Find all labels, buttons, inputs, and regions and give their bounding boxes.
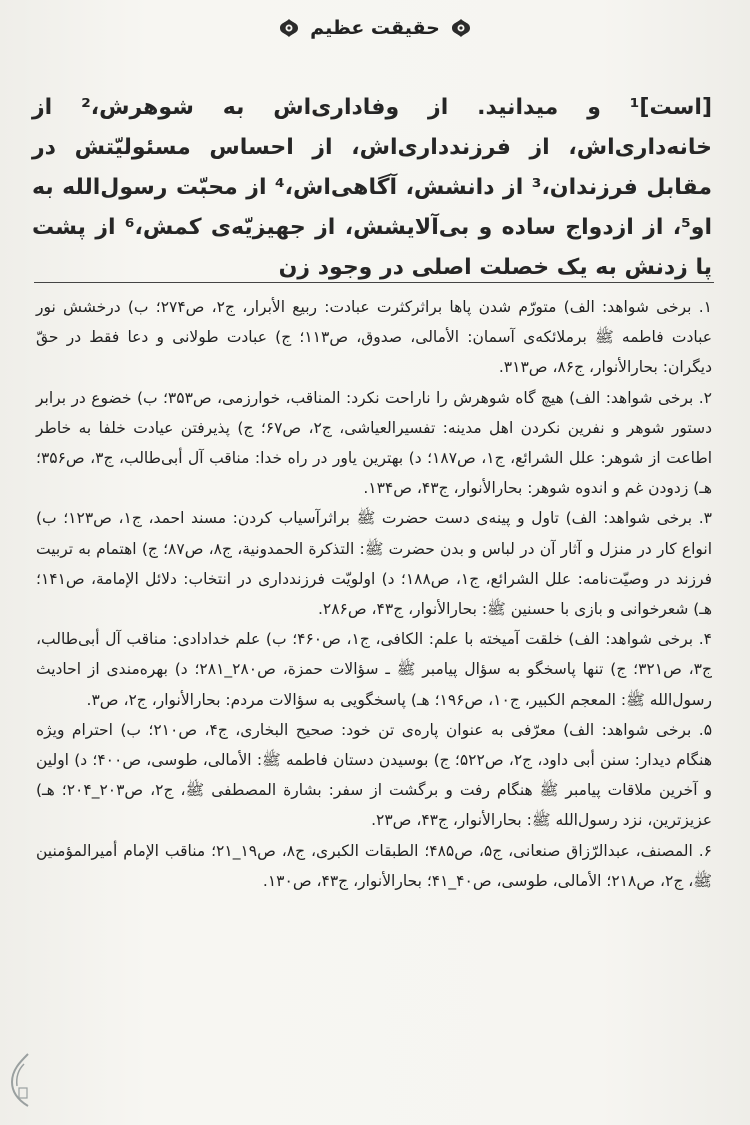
footnote-text: المصنف، عبدالرّزاق صنعانی، ج۵، ص۴۸۵؛ الطبقات الکبری، ج۸، ص۱۹_۲۱؛ مناقب الإمام أمیرالمؤمنین ﷺ، ج۲، ص۲۱۸؛ الأمالی، طوسی، ص۴۰_۴۱؛ بحارالأنوار، ج۴۳، ص۱۳۰. [36, 841, 712, 890]
footnote-number: ۵. [698, 720, 713, 739]
footnote-number: ۶. [698, 841, 712, 860]
footnote-number: ۲. [698, 388, 712, 407]
footnote-item [36, 624, 712, 715]
footnote-item [36, 715, 712, 836]
ornament-icon [278, 17, 300, 39]
body-paragraph: [است]¹ و میدانید. از وفاداری‌اش به شوهرش،² از خانه‌داری‌اش، از فرزندداری‌اش، از احساس مسئولیّتش در مقابل فرزندان،³ از دانشش، آگاهی‌اش،⁴ از محبّت رسول‌الله به او⁵، از ازدواج ساده و بی‌آلایشش، از جهیزیّه‌ی کمش،⁶ از پشت پا زدنش به یک خصلت اصلی در وجود زن [32, 95, 712, 280]
running-header [0, 8, 750, 48]
footnote-number: ۱. [698, 298, 712, 316]
footnotes-section [36, 292, 712, 896]
footnote-item [36, 836, 712, 896]
ornament-icon [450, 17, 472, 39]
watermark-logo-icon [2, 1050, 32, 1110]
footnote-text: برخی شواهد: الف) تاول و پینه‌ی دست حضرت ﷺ براثرآسیاب کردن: مسند احمد، ج۱، ص۱۲۳؛ ب) انواع کار در منزل و آثار آن در لباس و بدن حضرت ﷺ: التذکرة الحمدونیة، ج۸، ص۸۷؛ ج) اهتمام به تربیت فرزند در وصیّت‌نامه: علل الشرائع، ج۱، ص۱۸۸؛ د) اولویّت فرزندداری در انتخاب: دلائل الإمامة، ص۱۴۱؛ هـ) شعرخوانی و بازی با حسنین ﷺ: بحارالأنوار، ج۴۳، ص۲۸۶. [36, 509, 713, 619]
footnote-item [36, 503, 712, 624]
footnote-text: برخی شواهد: الف) خلقت آمیخته با علم: الکافی، ج۱، ص۴۶۰؛ ب) علم خدادادی: مناقب آل أبی‌طالب، ج۳، ص۳۲۱؛ ج) تنها پاسخگو به سؤال پیامبر ﷺ ـ سؤالات حمزة، ص۲۸۰_۲۸۱؛ د) بهره‌مندی از احادیث رسول‌الله ﷺ: المعجم الکبیر، ج۱۰، ص۱۹۶؛ هـ) پاسخگویی به سؤالات مردم: بحارالأنوار، ج۲، ص۳. [36, 630, 712, 709]
footnote-item [36, 383, 712, 504]
footnote-divider [34, 282, 714, 283]
footnote-item [36, 292, 712, 383]
footnote-text: برخی شواهد: الف) هیچ گاه شوهرش را ناراحت نکرد: المناقب، خوارزمی، ص۳۵۳؛ ب) خضوع در برابر دستور شوهر و نفرین نکردن اهل مدینه: تفسیرالعیاشی، ج۲، ص۶۷؛ ج) پذیرفتن عیادت خلفا به خاطر اطاعت از شوهر: علل الشرائع، ج۱، ص۱۸۷؛ د) بهترین یاور در راه خدا: مناقب آل أبی‌طالب، ج۳، ص۳۵۶؛ هـ) زدودن غم و اندوه شوهر: بحارالأنوار، ج۴۳، ص۱۳۴. [36, 388, 713, 498]
footnote-text: برخی شواهد: الف) متورّم شدن پاها براثرکثرت عبادت: ربیع الأبرار، ج۲، ص۲۷۴؛ ب) درخشش نور عبادت فاطمه ﷺ برملائکه‌ی آسمان: الأمالی، صدوق، ص۱۱۳؛ ج) عبادت طولانی و دعا فقط در حقّ دیگران: بحارالأنوار، ج۸۶، ص۳۱۳. [36, 298, 712, 377]
footnote-number: ۳. [698, 509, 712, 528]
footnote-number: ۴. [698, 630, 712, 649]
chapter-title: حقیقت عظیم [310, 17, 440, 39]
footnote-text: برخی شواهد: الف) معرّفی به عنوان پاره‌ی تن خود: صحیح البخاری، ج۴، ص۲۱۰؛ ب) احترام ویژه هنگام دیدار: سنن أبی داود، ج۲، ص۵۲۲؛ ج) بوسیدن دستان فاطمه ﷺ: الأمالی، طوسی، ص۴۰۰؛ د) اولین و آخرین ملاقات پیامبر ﷺ هنگام رفت و برگشت از سفر: بشارة المصطفی ﷺ، ج۲، ص۲۰۳_۲۰۴؛ هـ) عزیزترین، نزد رسول‌الله ﷺ: بحارالأنوار، ج۴۳، ص۲۳. [36, 720, 713, 830]
